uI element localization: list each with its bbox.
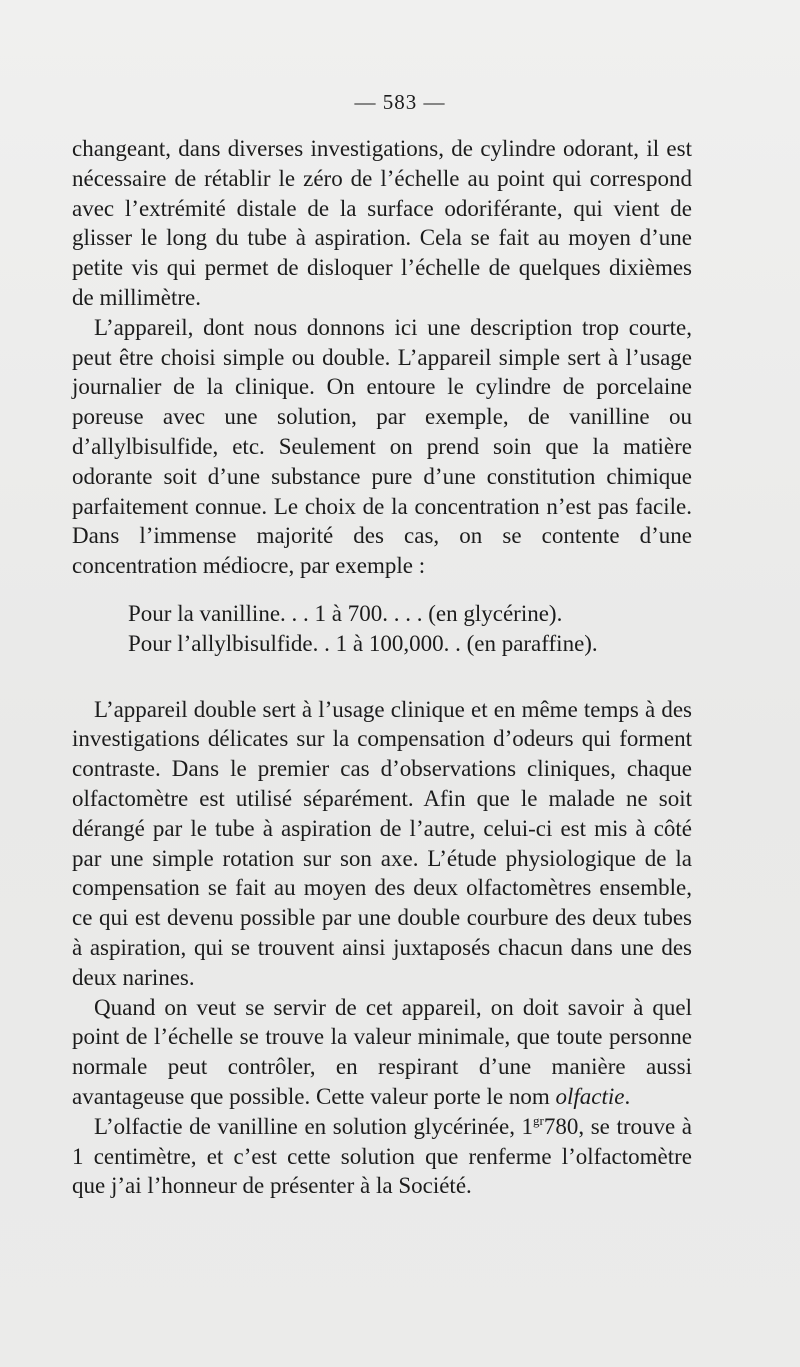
paragraph-4 [72, 993, 692, 1112]
paragraph-4-text: Quand on veut se servir de cet appareil, on doit savoir à quel point de l’échelle se trouve la valeur minimale, que toute personne normale peut contrôler, en respirant d’une manière aussi avantageuse que possible. Cette valeur porte le nom [72, 994, 692, 1109]
paragraph-4-end: . [624, 1083, 631, 1109]
body-text [72, 134, 692, 1201]
paragraph-5-text: L’olfactie de vanilline en solution glycérinée, 1 [94, 1113, 534, 1139]
paragraph-5 [72, 1112, 692, 1201]
list-item-allylbisulfide: Pour l’allylbisulfide. . 1 à 100,000. . (en paraffine). [128, 630, 598, 656]
list-item-vanilline: Pour la vanilline. . . 1 à 700. . . . (en glycérine). [128, 600, 563, 626]
page-number: — 583 — [354, 90, 446, 114]
paragraph-1: changeant, dans diverses investigations, de cylindre odorant, il est nécessaire de rétablir le zéro de l’échelle au point qui correspond avec l’extrémité distale de la surface odoriférante, qui vient de glisser le long du tube à aspiration. Cela se fait au moyen d’une petite vis qui permet de disloquer l’échelle de quelques dixièmes de millimètre. [72, 136, 692, 310]
concentration-list [72, 599, 692, 659]
gram-unit: gr [533, 1112, 544, 1128]
paragraph-5-end: 780, se trouve à 1 centimètre, et c’est cette solution que renferme l’olfactomètre que j’ai l’honneur de présenter à la Société. [72, 1113, 692, 1199]
paragraph-2: L’appareil, dont nous donnons ici une description trop courte, peut être choisi simple ou double. L’appareil simple sert à l’usage journalier de la clinique. On entoure le cylindre de porcelaine poreuse avec une solution, par exemple, de vanilline ou d’allylbisulfide, etc. Seulement on prend soin que la matière odorante soit d’une substance pure d’une constitution chimique parfaitement connue. Le choix de la concentration n’est pas facile. Dans l’immense majorité des cas, on se contente d’une concentration médiocre, par exemple : [72, 314, 692, 579]
paragraph-3: L’appareil double sert à l’usage clinique et en même temps à des investigations délicates sur la compensation d’odeurs qui forment contraste. Dans le premier cas d’observations cliniques, chaque olfactomètre est utilisé séparément. Afin que le malade ne soit dérangé par le tube à aspiration de l’autre, celui-ci est mis à côté par une simple rotation sur son axe. L’étude physiologique de la compensation se fait au moyen des deux olfactomètres ensemble, ce qui est devenu possible par une double courbure des deux tubes à aspiration, qui se trouvent ainsi juxtaposés chacun dans une des deux narines. [72, 696, 692, 990]
olfactie-term: olfactie [555, 1083, 625, 1109]
